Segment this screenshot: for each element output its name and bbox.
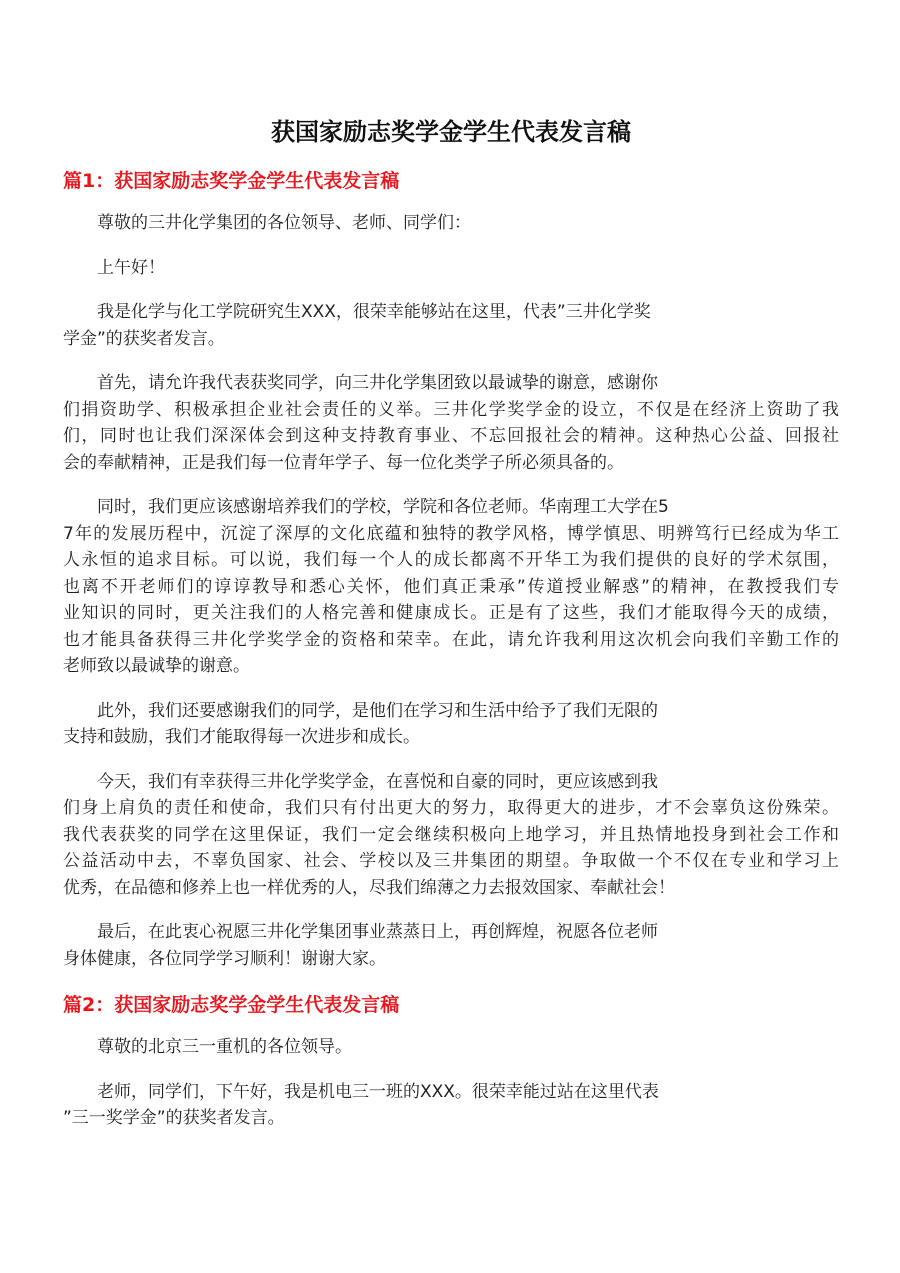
document-title: 获国家励志奖学金学生代表发言稿 (271, 118, 631, 146)
paragraph-line: 公益活动中去，不辜负国家、社会、学校以及三井集团的期望。争取做一个不仅在专业和学习上 (63, 851, 839, 871)
paragraph-line: 优秀，在品德和修养上也一样优秀的人，尽我们绵薄之力去报效国家、奉献社会！ (63, 877, 675, 898)
paragraph (63, 210, 839, 237)
paragraph-line: 上午好！ (97, 257, 165, 278)
paragraph-line: 身体健康，各位同学学习顺利！谢谢大家。 (63, 948, 386, 969)
paragraph-line: 同时，我们更应该感谢培养我们的学校，学院和各位老师。华南理工大学在5 (97, 497, 669, 517)
paragraph (63, 494, 839, 680)
paragraph-line: 老师致以最诚挚的谢意。 (63, 656, 250, 676)
paragraph-line: 最后，在此衷心祝愿三井化学集团事业蒸蒸日上，再创辉煌，祝愿各位老师 (97, 922, 658, 942)
paragraph-line: 们身上肩负的责任和使命，我们只有付出更大的努力，取得更大的进步，才不会辜负这份殊荣。 (63, 798, 839, 818)
paragraph-line: 老师，同学们，下午好，我是机电三一班的XXX。很荣幸能过站在这里代表 (97, 1081, 659, 1102)
paragraph-line: 此外，我们还要感谢我们的同学，是他们在学习和生活中给予了我们无限的 (97, 700, 658, 721)
paragraph-line: 也才能具备获得三井化学奖学金的资格和荣幸。在此，请允许我利用这次机会向我们辛勤工作的 (63, 629, 839, 650)
paragraph (63, 698, 839, 751)
paragraph-line: 我是化学与化工学院研究生XXX，很荣幸能够站在这里，代表”三井化学奖 (97, 302, 651, 322)
paragraph (63, 1034, 839, 1061)
paragraph (63, 299, 839, 352)
paragraph-line: 学金”的获奖者发言。 (63, 328, 225, 349)
paragraph-line: 们，同时也让我们深深体会到这种支持教育事业、不忘回报社会的精神。这种热心公益、回报社 (63, 426, 839, 446)
paragraph-line: 首先，请允许我代表获奖同学，向三井化学集团致以最诚挚的谢意，感谢你 (97, 373, 658, 393)
paragraph-line: 7年的发展历程中，沉淀了深厚的文化底蕴和独特的教学风格，博学慎思、明辨笃行已经成为华工 (63, 523, 839, 544)
paragraph-line: ”三一奖学金”的获奖者发言。 (63, 1108, 285, 1128)
paragraph-line: 今天，我们有幸获得三井化学奖学金，在喜悦和自豪的同时，更应该感到我 (97, 771, 658, 792)
paragraph (63, 919, 839, 972)
paragraph (63, 1079, 839, 1132)
paragraph-line: 支持和鼓励，我们才能取得每一次进步和成长。 (63, 727, 420, 747)
section-2 (63, 990, 839, 1132)
section-1 (63, 166, 839, 972)
paragraph-line: 人永恒的追求目标。可以说，我们每一个人的成长都离不开华工为我们提供的良好的学术氛围， (63, 550, 839, 570)
paragraph-line: 业知识的同时，更关注我们的人格完善和健康成长。正是有了这些，我们才能取得今天的成绩， (63, 603, 839, 623)
paragraph (63, 255, 839, 282)
document-page (63, 112, 839, 1150)
section-heading: 篇1：获国家励志奖学金学生代表发言稿 (63, 170, 400, 192)
paragraph-line: 会的奉献精神，正是我们每一位青年学子、每一位化类学子所必须具备的。 (63, 452, 624, 473)
paragraph-line: 我代表获奖的同学在这里保证，我们一定会继续积极向上地学习，并且热情地投身到社会工作和 (63, 824, 839, 845)
paragraph-line: 也离不开老师们的谆谆教导和悉心关怀，他们真正秉承”传道授业解惑”的精神，在教授我们专 (63, 576, 839, 597)
paragraph (63, 370, 839, 476)
document-body (63, 166, 839, 1132)
paragraph-line: 们捐资助学、积极承担企业社会责任的义举。三井化学奖学金的设立，不仅是在经济上资助了我 (63, 399, 839, 420)
paragraph-line: 尊敬的三井化学集团的各位领导、老师、同学们： (97, 213, 471, 233)
paragraph-line: 尊敬的北京三一重机的各位领导。 (97, 1037, 352, 1057)
section-heading: 篇2：获国家励志奖学金学生代表发言稿 (63, 994, 400, 1016)
paragraph (63, 769, 839, 902)
